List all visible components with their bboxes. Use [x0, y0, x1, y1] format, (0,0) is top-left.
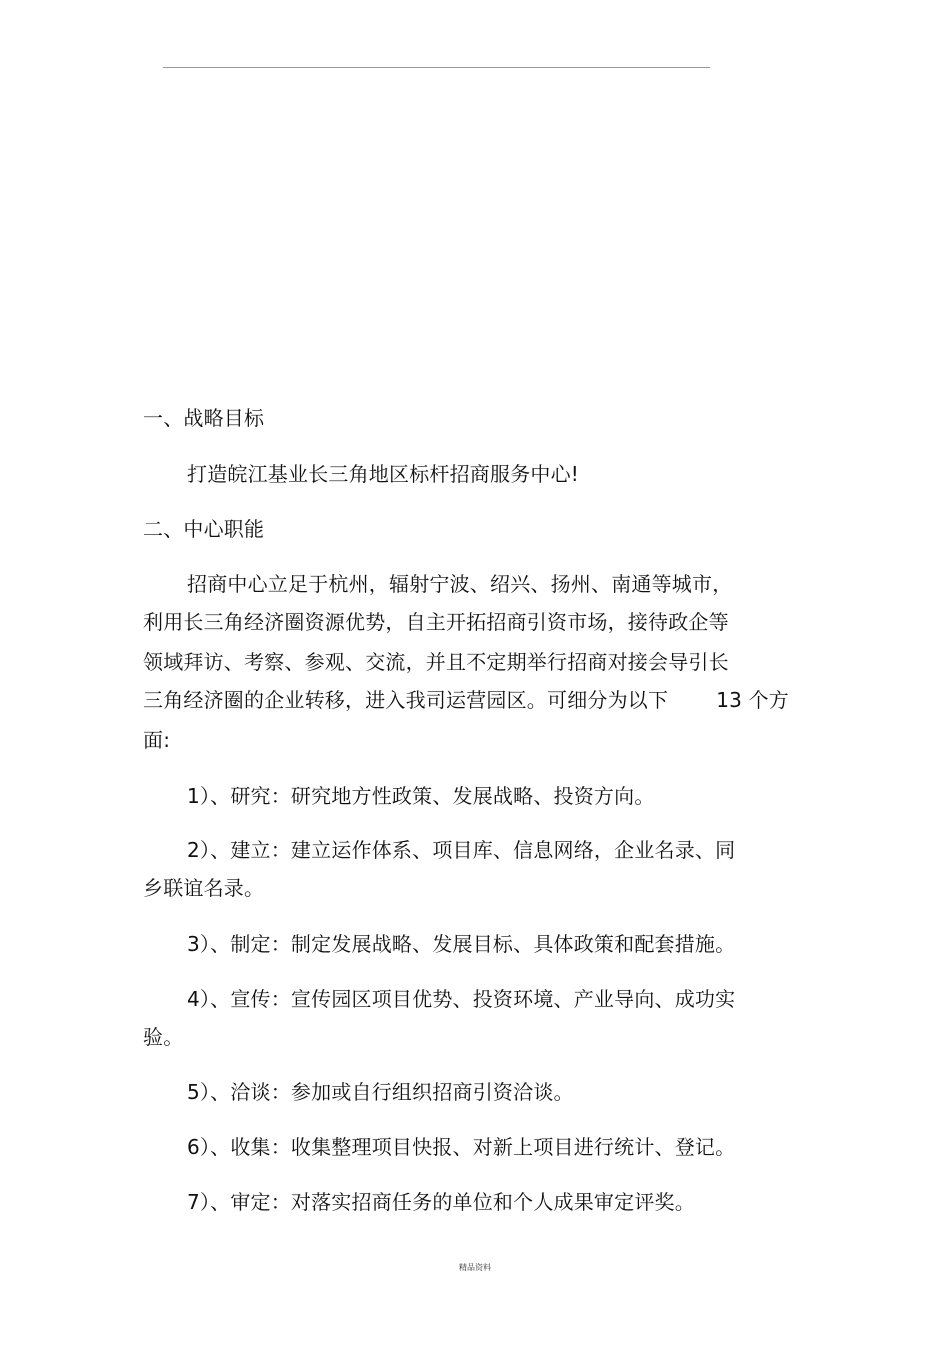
- function-item-7: 7）、审定：对落实招商任务的单位和个人成果审定评奖。: [187, 1190, 695, 1214]
- function-item-4-cont: 验。: [143, 1025, 184, 1049]
- functions-intro-line-3: 领域拜访、考察、参观、交流，并且不定期举行招商对接会导引长: [143, 650, 729, 674]
- function-item-1: 1）、研究：研究地方性政策、发展战略、投资方向。: [187, 784, 655, 808]
- functions-intro-line-1: 招商中心立足于杭州，辐射宁波、绍兴、扬州、南通等城市，: [187, 572, 733, 596]
- header-rule: [163, 67, 710, 68]
- page-footer: 精品资料: [459, 1263, 491, 1272]
- functions-intro-line-2: 利用长三角经济圈资源优势，自主开拓招商引资市场，接待政企等: [143, 610, 729, 634]
- function-item-4: 4）、宣传：宣传园区项目优势、投资环境、产业导向、成功实: [187, 987, 736, 1011]
- function-item-2-cont: 乡联谊名录。: [143, 876, 265, 900]
- section-heading-functions: 二、中心职能: [143, 517, 265, 541]
- functions-intro-line-4-text: 三角经济圈的企业转移，进入我司运营园区。可细分为以下: [143, 688, 669, 712]
- functions-intro-line-4: [143, 688, 789, 712]
- function-item-2: 2）、建立：建立运作体系、项目库、信息网络，企业名录、同: [187, 838, 736, 862]
- functions-intro-line-5: 面:: [143, 728, 171, 752]
- functions-count: 13 个方: [716, 688, 790, 712]
- function-item-5: 5）、洽谈：参加或自行组织招商引资洽谈。: [187, 1080, 574, 1104]
- function-item-3: 3）、制定：制定发展战略、发展目标、具体政策和配套措施。: [187, 932, 736, 956]
- function-item-6: 6）、收集：收集整理项目快报、对新上项目进行统计、登记。: [187, 1135, 736, 1159]
- strategy-body: 打造皖江基业长三角地区标杆招商服务中心!: [187, 462, 580, 486]
- section-heading-strategy: 一、战略目标: [143, 406, 265, 430]
